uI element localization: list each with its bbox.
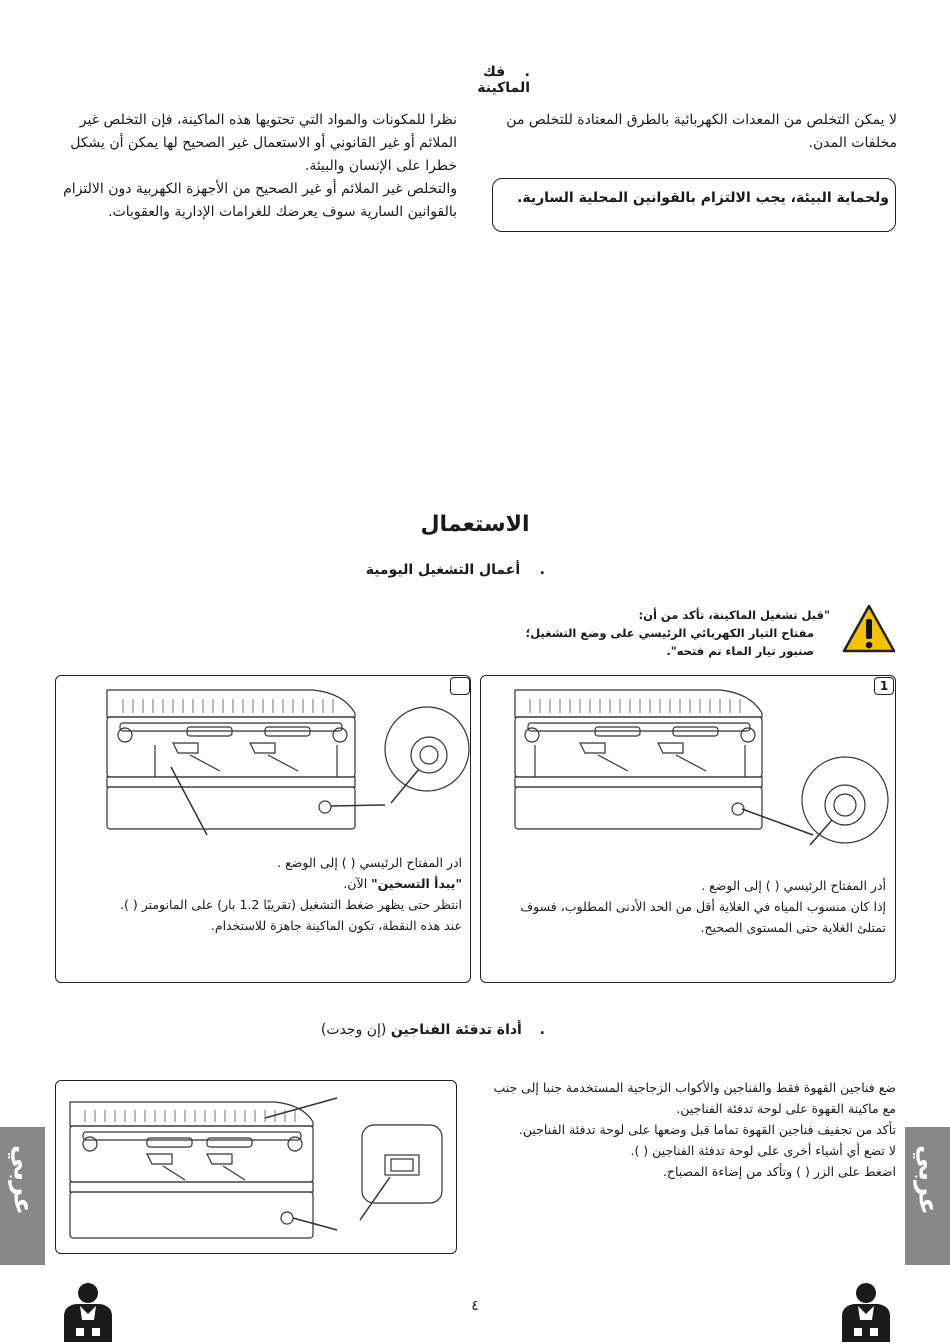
page-number: ٤ bbox=[471, 1298, 479, 1314]
daily-operation-number: . bbox=[539, 562, 545, 578]
side-tab-right bbox=[905, 1127, 950, 1265]
cup-warmer-number: . bbox=[539, 1022, 545, 1038]
cup-warmer-heading-suffix: (إن وجدت) bbox=[320, 1022, 391, 1038]
warning-triangle-icon bbox=[842, 604, 896, 654]
side-tab-left-label: عربي bbox=[7, 1145, 38, 1216]
figure-1-caption-line-1: أدر المفتاح الرئيسي ( ) إلى الوضع . bbox=[701, 878, 886, 893]
environment-note-box bbox=[492, 178, 896, 232]
warning-text bbox=[450, 606, 830, 660]
figure-2-caption-line-1: ادر المفتاح الرئيسي ( ) إلى الوضع . bbox=[277, 855, 462, 870]
usage-title: الاستعمال bbox=[420, 512, 530, 537]
figure-2-caption-line-2 bbox=[64, 873, 462, 894]
cup-warmer-heading bbox=[300, 1022, 545, 1038]
figure-2-caption-line-3: انتظر حتى يظهر ضغط التشغيل (تقريبًا 1.2 بار) على المانومتر ( ). bbox=[120, 897, 462, 912]
cup-warmer-line-1: ضع فناجين القهوة فقط والفناجين والأكواب الزجاجية المستخدمة جنبا إلى جنب مع ماكينة القهوة على لوحة تدفئة الفناجين. bbox=[493, 1080, 896, 1116]
cup-warmer-machine-illustration bbox=[55, 1080, 455, 1252]
figure-2-heating-rest: الآن. bbox=[343, 876, 372, 891]
figure-1-number: 1 bbox=[874, 677, 894, 695]
warning-line-1: "قبل تشغيل الماكينة، تأكد من أن: bbox=[638, 608, 830, 622]
disposal-heading-number: . bbox=[524, 64, 530, 80]
cup-warmer-line-3: لا تضع أي أشياء أخرى على لوحة تدفئة الفناجين ( ). bbox=[630, 1143, 896, 1158]
environment-note-text: ولحماية البيئة، يجب الالتزام بالقوانين المحلية السارية. bbox=[517, 190, 889, 206]
cup-warmer-text bbox=[488, 1077, 896, 1182]
cup-warmer-heading-text: أداة تدفئة الفناجين bbox=[390, 1022, 522, 1038]
side-tab-right-label: عربي bbox=[912, 1145, 943, 1216]
cup-warmer-line-2: تأكد من تجفيف فناجين القهوة تماما قبل وضعها على لوحة تدفئة الفناجين. bbox=[518, 1122, 896, 1137]
barista-icon bbox=[836, 1282, 896, 1342]
warning-line-2: مفتاح التيار الكهربائي الرئيسي على وضع التشغيل؛ bbox=[525, 626, 814, 640]
disposal-left-paragraph-2: والتخلص غير الملائم أو غير الصحيح من الأجهزة الكهربية دون الالتزام بالقوانين السارية سوف يعرضك للغرامات الإدارية والعقوبات. bbox=[63, 181, 457, 220]
figure-2-heating-label: "يبدأ التسخين" bbox=[371, 876, 462, 891]
figure-2-caption bbox=[64, 852, 462, 936]
disposal-heading-text: فك الماكينة bbox=[477, 64, 530, 96]
disposal-left-paragraph-1: نظرا للمكونات والمواد التي تحتويها هذه الماكينة، فإن التخلص غير الملائم أو غير القانوني أو الاستعمال غير الصحيح لها يمكن أن يشكل خطرا على الإنسان والبيئة. bbox=[70, 112, 457, 174]
cup-warmer-line-4: اضغط على الزر ( ) وتأكد من إضاءة المصباح. bbox=[662, 1164, 896, 1179]
daily-operation-heading bbox=[300, 562, 545, 578]
barista-icon bbox=[58, 1282, 118, 1342]
figure-2-caption-line-4: عند هذه النقطة، تكون الماكينة جاهزة للاستخدام. bbox=[210, 918, 462, 933]
daily-operation-text: أعمال التشغيل اليومية bbox=[365, 562, 521, 578]
disposal-right-paragraph: لا يمكن التخلص من المعدات الكهربائية بالطرق المعتادة للتخلص من مخلفات المدن. bbox=[506, 112, 897, 151]
disposal-heading bbox=[430, 64, 530, 96]
warning-line-3: صنبور تيار الماء تم فتحه". bbox=[666, 644, 814, 658]
side-tab-left bbox=[0, 1127, 45, 1265]
figure-1-caption-line-2: إذا كان منسوب المياه في الغلاية أقل من الحد الأدنى المطلوب، فسوف تمتلئ الغلاية حتى المستوى الصحيح. bbox=[520, 899, 886, 935]
figure-1-caption bbox=[488, 875, 886, 938]
